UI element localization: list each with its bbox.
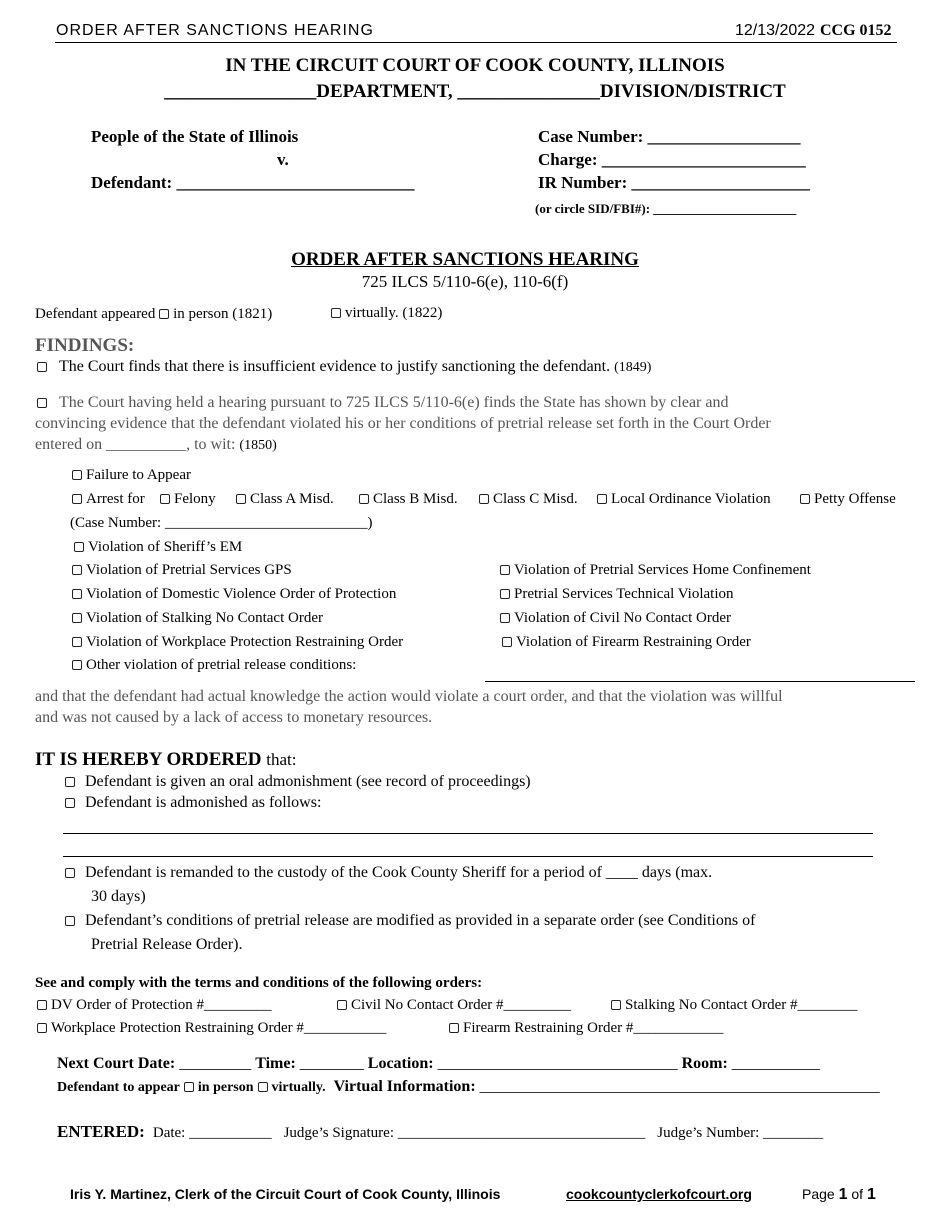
violation-checkbox[interactable] (500, 589, 510, 599)
violation-label: Violation of Stalking No Contact Order (86, 610, 323, 626)
failure-to-appear-checkbox[interactable] (72, 470, 82, 480)
statute-citation: 725 ILCS 5/110-6(e), 110-6(f) (361, 272, 569, 291)
page-current: 1 (838, 1186, 848, 1203)
class-b-checkbox[interactable] (359, 494, 369, 504)
footer-page-number (802, 1186, 876, 1204)
appear-virtually-label: virtually. (271, 1080, 326, 1095)
caption-people: People of the State of Illinois (91, 127, 299, 146)
footer-website-link[interactable]: cookcountyclerkofcourt.org (566, 1186, 752, 1202)
appear-in-person-label: in person (197, 1080, 254, 1095)
caption-defendant[interactable]: Defendant: ____________________________ (91, 173, 415, 192)
class-a-label: Class A Misd. (250, 491, 334, 507)
time-label: Time: (255, 1055, 296, 1072)
firearm-order-label: Firearm Restraining Order #____________ (463, 1020, 724, 1036)
remanded-label-line1: Defendant is remanded to the custody of the Cook County Sheriff for a period of ____ days (max. (85, 864, 713, 881)
admonished-label: Defendant is admonished as follows: (85, 794, 322, 811)
ir-number-field[interactable]: IR Number: _____________________ (538, 173, 810, 192)
form-date: 12/13/2022 (735, 22, 816, 39)
insufficient-text: The Court finds that there is insufficient evidence to justify sanctioning the defendant. (59, 358, 611, 375)
class-a-checkbox[interactable] (236, 494, 246, 504)
sheriff-em-label: Violation of Sheriff’s EM (88, 539, 243, 555)
in-person-label: in person (173, 306, 229, 322)
admonishment-blank-line[interactable] (63, 833, 873, 834)
felony-label: Felony (174, 491, 216, 507)
dv-order-checkbox[interactable] (37, 1000, 47, 1010)
civil-order-label: Civil No Contact Order #_________ (351, 997, 571, 1013)
hearing-checkbox[interactable] (37, 398, 47, 408)
location-label: Location: (367, 1055, 434, 1072)
entered-date-field[interactable]: Date: ___________ (152, 1125, 272, 1141)
judge-signature-field[interactable]: Judge’s Signature: _________________________________ (283, 1125, 646, 1141)
virtual-info-label: Virtual Information: (333, 1078, 476, 1095)
class-c-label: Class C Misd. (493, 491, 578, 507)
stalking-order-checkbox[interactable] (611, 1000, 621, 1010)
room-label: Room: (681, 1055, 728, 1072)
modified-label-line1: Defendant’s conditions of pretrial release are modified as provided in a separate order (see Conditions of (85, 912, 756, 929)
header-rule (55, 42, 897, 43)
appear-label: Defendant to appear (57, 1080, 180, 1095)
admonished-checkbox[interactable] (65, 798, 75, 808)
petty-offense-label: Petty Offense (814, 491, 896, 507)
knowledge-text-line2: and was not caused by a lack of access to monetary resources. (35, 709, 433, 726)
time-field[interactable]: ________ (299, 1055, 364, 1072)
order-title: ORDER AFTER SANCTIONS HEARING (291, 249, 639, 270)
findings-heading: FINDINGS: (35, 335, 135, 356)
appear-in-person-checkbox[interactable] (184, 1082, 194, 1092)
class-c-checkbox[interactable] (479, 494, 489, 504)
page-of: of (851, 1186, 864, 1202)
failure-to-appear-label: Failure to Appear (86, 467, 191, 483)
case-number-field[interactable]: Case Number: __________________ (538, 127, 801, 146)
charge-field[interactable]: Charge: ________________________ (538, 150, 806, 169)
entered-label: ENTERED: (57, 1122, 145, 1141)
stalking-order-label: Stalking No Contact Order #________ (625, 997, 858, 1013)
oral-admonishment-checkbox[interactable] (65, 777, 75, 787)
remanded-checkbox[interactable] (65, 868, 75, 878)
page-prefix: Page (802, 1186, 835, 1202)
appeared-label: Defendant appeared (35, 306, 156, 322)
hearing-text-line2: convincing evidence that the defendant violated his or her conditions of pretrial release set forth in the Court Order (35, 415, 771, 432)
workplace-order-checkbox[interactable] (37, 1023, 47, 1033)
other-violation-blank[interactable] (485, 681, 915, 682)
petty-offense-checkbox[interactable] (800, 494, 810, 504)
in-person-checkbox[interactable] (159, 309, 169, 319)
violation-label: Violation of Domestic Violence Order of Protection (86, 586, 397, 602)
virtual-info-field[interactable]: __________________________________________________ (479, 1078, 880, 1095)
violation-checkbox[interactable] (502, 637, 512, 647)
form-header-title: ORDER AFTER SANCTIONS HEARING (56, 22, 374, 39)
footer-clerk: Iris Y. Martinez, Clerk of the Circuit Court of Cook County, Illinois (70, 1186, 501, 1202)
form-code: CCG 0152 (820, 22, 892, 39)
violation-label: Violation of Firearm Restraining Order (516, 634, 751, 650)
admonishment-blank-line[interactable] (63, 856, 873, 857)
location-field[interactable]: ______________________________ (437, 1055, 678, 1072)
virtually-checkbox[interactable] (331, 308, 341, 318)
other-violation-checkbox[interactable] (72, 660, 82, 670)
page-total: 1 (866, 1186, 876, 1203)
violation-label: Violation of Workplace Protection Restraining Order (86, 634, 404, 650)
local-ordinance-checkbox[interactable] (597, 494, 607, 504)
arrest-case-number-field[interactable]: (Case Number: ___________________________) (70, 515, 373, 531)
workplace-order-label: Workplace Protection Restraining Order #___________ (51, 1020, 387, 1036)
violation-label: Violation of Pretrial Services GPS (86, 562, 292, 578)
ordered-heading-suffix: that: (266, 750, 297, 769)
ordered-heading: IT IS HEREBY ORDERED (35, 749, 262, 770)
caption-versus: v. (277, 150, 289, 169)
hearing-text-line1: The Court having held a hearing pursuant to 725 ILCS 5/110-6(e) finds the State has shown by clear and (59, 394, 729, 411)
arrest-for-label: Arrest for (86, 491, 145, 507)
violation-checkbox[interactable] (72, 589, 82, 599)
next-court-date-label: Next Court Date: (57, 1055, 176, 1072)
violation-label: Violation of Civil No Contact Order (514, 610, 731, 626)
in-person-code: (1821) (232, 306, 273, 322)
class-b-label: Class B Misd. (373, 491, 458, 507)
violation-checkbox[interactable] (500, 613, 510, 623)
virtually-code: (1822) (402, 305, 443, 321)
other-violation-label: Other violation of pretrial release conditions: (86, 657, 357, 673)
hearing-code: (1850) (239, 438, 277, 453)
violation-checkbox[interactable] (72, 637, 82, 647)
virtually-label: virtually. (345, 305, 399, 321)
knowledge-text-line1: and that the defendant had actual knowledge the action would violate a court order, and that the violation was willful (35, 688, 783, 705)
violation-checkbox[interactable] (500, 565, 510, 575)
appear-virtually-checkbox[interactable] (258, 1082, 268, 1092)
sid-fbi-field[interactable]: (or circle SID/FBI#): ______________________ (535, 201, 797, 216)
insufficient-checkbox[interactable] (37, 362, 47, 372)
room-field[interactable]: ___________ (731, 1055, 820, 1072)
civil-order-checkbox[interactable] (337, 1000, 347, 1010)
violation-label: Violation of Pretrial Services Home Confinement (514, 562, 811, 578)
oral-admonishment-label: Defendant is given an oral admonishment (see record of proceedings) (85, 773, 531, 790)
modified-checkbox[interactable] (65, 916, 75, 926)
sheriff-em-checkbox[interactable] (74, 542, 84, 552)
local-ordinance-label: Local Ordinance Violation (611, 491, 771, 507)
judge-number-field[interactable]: Judge’s Number: ________ (657, 1125, 824, 1141)
remanded-label-line2: 30 days) (91, 888, 146, 905)
next-court-date-field[interactable]: _________ (179, 1055, 252, 1072)
violation-label: Pretrial Services Technical Violation (514, 586, 734, 602)
court-title: IN THE CIRCUIT COURT OF COOK COUNTY, ILLINOIS (225, 55, 725, 76)
insufficient-code: (1849) (614, 360, 652, 375)
modified-label-line2: Pretrial Release Order). (91, 936, 243, 953)
arrest-for-checkbox[interactable] (72, 494, 82, 504)
firearm-order-checkbox[interactable] (449, 1023, 459, 1033)
dv-order-label: DV Order of Protection #_________ (51, 997, 272, 1013)
hearing-text-line3: entered on __________, to wit: (35, 436, 236, 453)
comply-heading: See and comply with the terms and conditions of the following orders: (35, 975, 483, 991)
felony-checkbox[interactable] (160, 494, 170, 504)
violation-checkbox[interactable] (72, 565, 82, 575)
violation-checkbox[interactable] (72, 613, 82, 623)
court-department: ________________DEPARTMENT, _______________DIVISION/DISTRICT (164, 81, 786, 102)
